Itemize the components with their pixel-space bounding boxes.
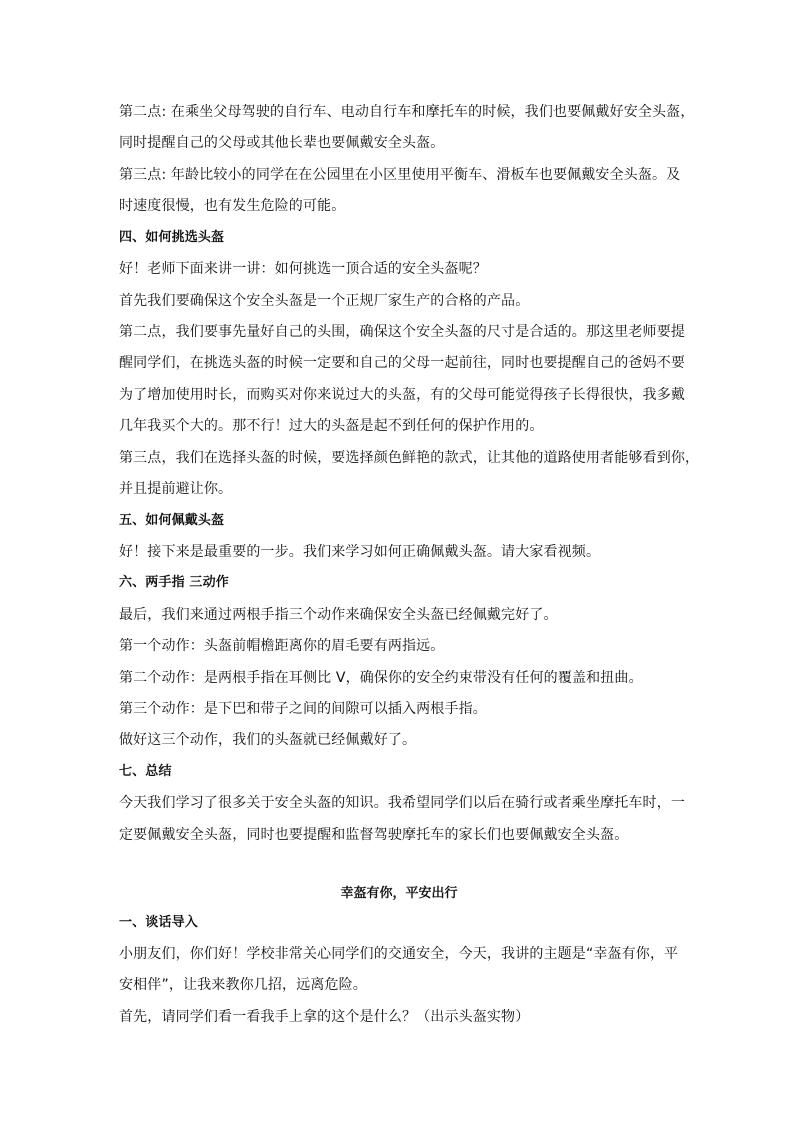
paragraph-line: 时速度很慢，也有发生危险的可能。 xyxy=(119,198,346,214)
paragraph-line: 首先我们要确保这个安全头盔是一个正规厂家生产的合格的产品。 xyxy=(119,293,530,309)
paragraph-line: 好！接下来是最重要的一步。我们来学习如何正确佩戴头盔。请大家看视频。 xyxy=(119,544,601,560)
paragraph-line: 定要佩戴安全头盔，同时也要提醒和监督驾驶摩托车的家长们也要佩戴安全头盔。 xyxy=(119,827,629,843)
paragraph-line: 最后，我们来通过两根手指三个动作来确保安全头盔已经佩戴完好了。 xyxy=(119,607,558,623)
paragraph-line: 第一个动作：头盔前帽檐距离你的眉毛要有两指远。 xyxy=(119,638,445,654)
document-title: 幸盔有你，平安出行 xyxy=(340,886,458,901)
paragraph-line: 第三点，我们在选择头盔的时候，要选择颜色鲜艳的款式，让其他的道路使用者能够看到你， xyxy=(119,450,700,466)
paragraph-line: 为了增加使用时长，而购买对你来说过大的头盔，有的父母可能觉得孩子长得很快，我多戴 xyxy=(119,387,685,403)
paragraph-line: 第二点: 在乘坐父母驾驶的自行车、电动自行车和摩托车的时候，我们也要佩戴好安全头盔， xyxy=(119,104,695,120)
paragraph-line: 今天我们学习了很多关于安全头盔的知识。我希望同学们以后在骑行或者乘坐摩托车时，一 xyxy=(119,795,685,811)
section-heading: 四、如何挑选头盔 xyxy=(119,230,225,245)
section-heading: 七、总结 xyxy=(119,764,172,779)
paragraph-line: 醒同学们，在挑选头盔的时候一定要和自己的父母一起前往，同时也要提醒自己的爸妈不要 xyxy=(119,355,685,371)
paragraph-line: 并且提前避让你。 xyxy=(119,481,233,497)
paragraph-line: 第三点: 年龄比较小的同学在在公园里在小区里使用平衡车、滑板车也要佩戴安全头盔。及 xyxy=(119,167,681,183)
paragraph-line: 好！老师下面来讲一讲：如何挑选一顶合适的安全头盔呢？ xyxy=(119,261,487,277)
paragraph-line: 小朋友们，你们好！学校非常关心同学们的交通安全，今天，我讲的主题是“幸盔有你，平 xyxy=(119,946,679,962)
paragraph-line: 同时提醒自己的父母或其他长辈也要佩戴安全头盔。 xyxy=(119,135,445,151)
paragraph-line: 第二点，我们要事先量好自己的头围，确保这个安全头盔的尺寸是合适的。那这里老师要提 xyxy=(119,324,685,340)
paragraph-line: 做好这三个动作，我们的头盔就已经佩戴好了。 xyxy=(119,732,417,748)
section-heading: 五、如何佩戴头盔 xyxy=(119,513,225,528)
paragraph-line: 几年我买个大的。那不行！过大的头盔是起不到任何的保护作用的。 xyxy=(119,418,544,434)
paragraph-line: 第二个动作：是两根手指在耳侧比 V，确保你的安全约束带没有任何的覆盖和扭曲。 xyxy=(119,670,643,686)
paragraph-line: 首先，请同学们看一看我手上拿的这个是什么？（出示头盔实物） xyxy=(119,1009,530,1025)
paragraph-line: 安相伴”，让我来教你几招，远离危险。 xyxy=(119,977,367,993)
section-heading: 一、谈话导入 xyxy=(119,915,198,930)
section-heading: 六、两手指 三动作 xyxy=(119,575,229,590)
paragraph-line: 第三个动作：是下巴和带子之间的间隙可以插入两根手指。 xyxy=(119,701,487,717)
